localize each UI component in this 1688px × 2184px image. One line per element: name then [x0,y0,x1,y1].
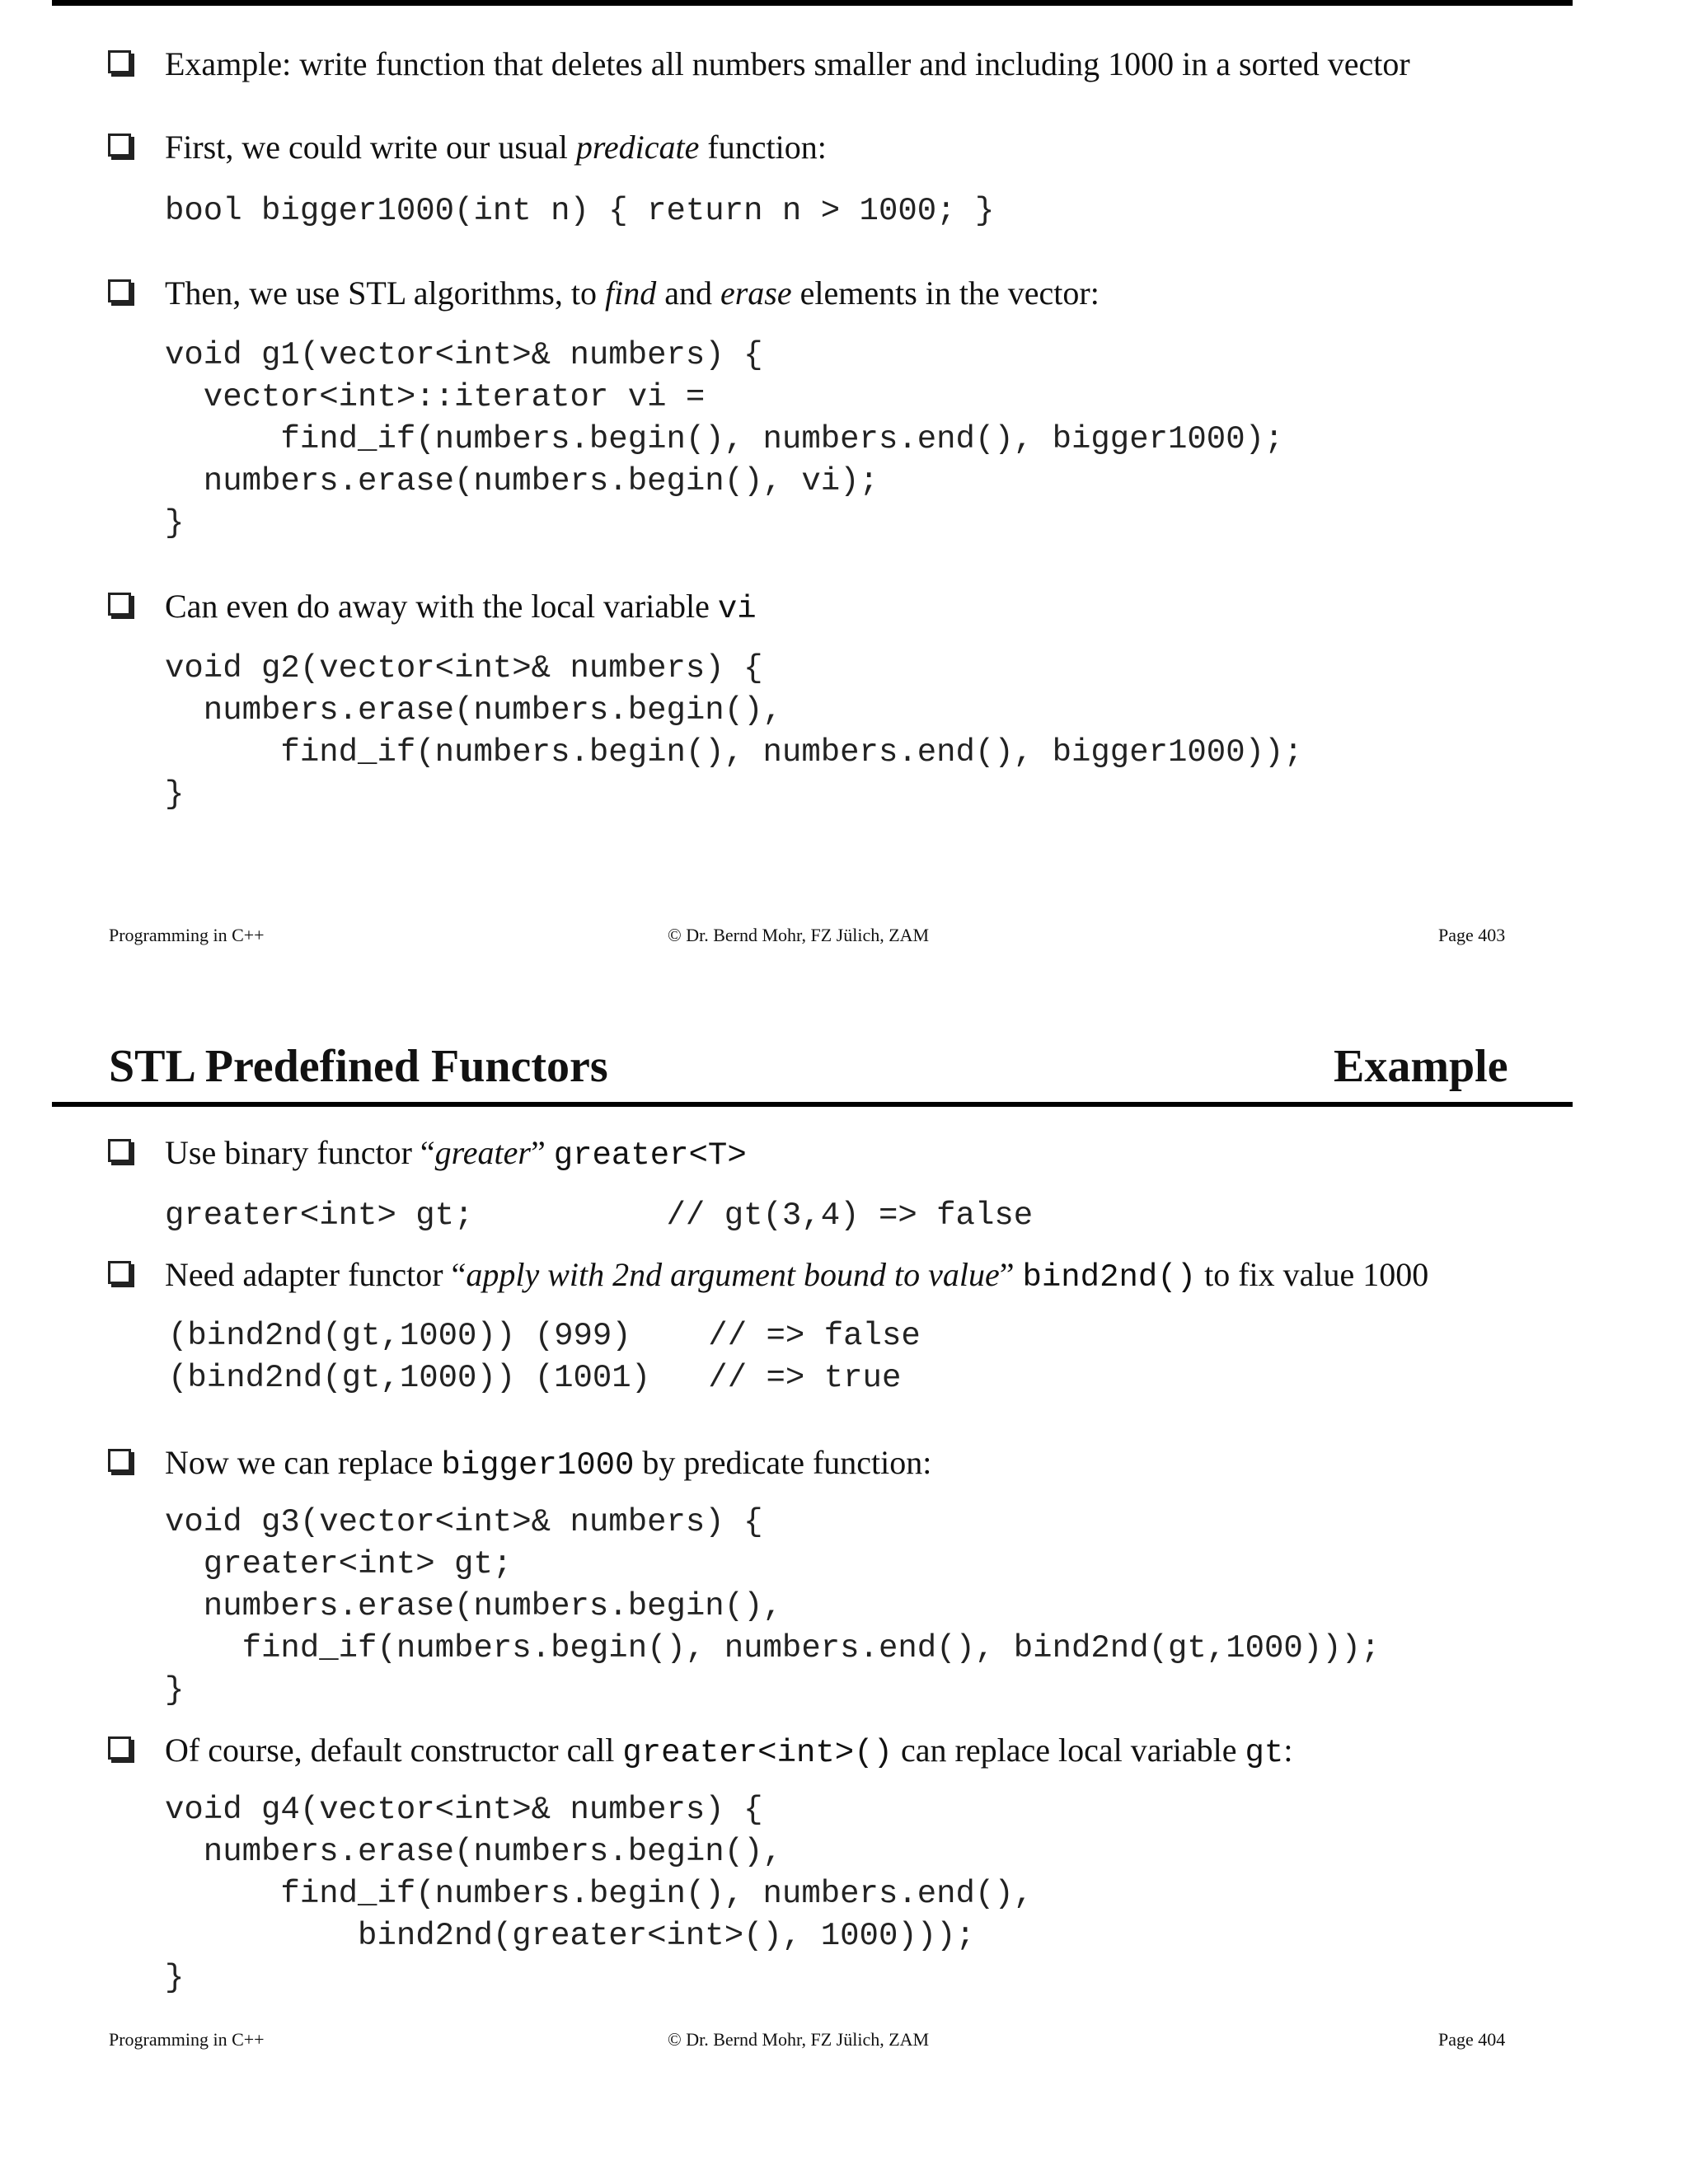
bullet-box-icon [108,593,131,616]
page-title: STL Predefined Functors [109,1041,608,1092]
footer-left: Programming in C++ [109,925,265,945]
inline-code: bigger1000 [441,1447,635,1483]
bullet-box-icon [108,1139,131,1162]
inline-code: bind2nd() [1022,1259,1197,1296]
top-rule [52,0,1573,6]
footer-page: Page 404 [1438,2029,1506,2050]
bullet-box-icon [108,279,131,302]
bullet-box-icon [108,134,131,157]
bullet-text: ” [999,1256,1023,1293]
title-rule [52,1102,1573,1107]
code-block: greater<int> gt; // gt(3,4) => false [165,1197,1034,1234]
page-title-right: Example [1334,1041,1508,1092]
bullet-text: to fix value 1000 [1196,1256,1429,1293]
footer-left: Programming in C++ [109,2029,265,2050]
bullet-box-icon [108,50,131,73]
bullet-text: ” [530,1134,554,1171]
footer-page: Page 403 [1438,925,1506,945]
bullet-text: and [656,274,720,312]
inline-code: gt [1245,1735,1284,1771]
bullet-text: Now we can replace [165,1444,442,1481]
bullet-box-icon [108,1736,131,1760]
emphasis: find [604,274,657,312]
bullet-text: Then, we use STL algorithms, to [165,274,605,312]
bullet-box-icon [108,1261,131,1284]
code-block: void g3(vector<int>& numbers) { greater<int> gt; numbers.erase(numbers.begin(), find_if(numbers.begin(), numbers.end(), bind2nd(gt,1000))); } [165,1504,1381,1708]
emphasis: greater [434,1134,531,1171]
footer-center: © Dr. Bernd Mohr, FZ Jülich, ZAM [668,925,930,945]
bullet-text: Can even do away with the local variable [165,588,718,625]
bullet-text: : [1283,1732,1293,1769]
bullet-text: function: [699,129,827,166]
emphasis: erase [720,274,792,312]
bullet-box-icon [108,1449,131,1472]
inline-code: greater<int>() [622,1735,893,1771]
footer-center: © Dr. Bernd Mohr, FZ Jülich, ZAM [668,2029,930,2050]
code-block: void g2(vector<int>& numbers) { numbers.erase(numbers.begin(), find_if(numbers.begin(), numbers.end(), bigger1000)); } [165,650,1303,813]
bullet-text: can replace local variable [893,1732,1245,1769]
bullet-text: First, we could write our usual [165,129,576,166]
inline-code: vi [717,591,757,627]
bullet-text: elements in the vector: [791,274,1100,312]
code-block: (bind2nd(gt,1000)) (999) // => false (bind2nd(gt,1000)) (1001) // => true [168,1318,921,1396]
code-block: void g1(vector<int>& numbers) { vector<int>::iterator vi = find_if(numbers.begin(), numbers.end(), bigger1000); numbers.erase(numbers.begin(), vi); } [165,337,1284,541]
bullet-text: by predicate function: [634,1444,932,1481]
bullet-text: Example: write function that deletes all numbers smaller and including 1000 in a sorted vector [165,45,1410,82]
bullet-text: Use binary functor “ [165,1134,435,1171]
inline-code: greater<T> [553,1137,747,1174]
emphasis: apply with 2nd argument bound to value [466,1256,1000,1293]
bullet-text: Of course, default constructor call [165,1732,623,1769]
code-block: bool bigger1000(int n) { return n > 1000; } [165,193,995,229]
bullet-text: Need adapter functor “ [165,1256,467,1293]
code-block: void g4(vector<int>& numbers) { numbers.erase(numbers.begin(), find_if(numbers.begin(), numbers.end(), bind2nd(greater<int>(), 1000))); } [165,1792,1034,1996]
emphasis: predicate [575,129,700,166]
